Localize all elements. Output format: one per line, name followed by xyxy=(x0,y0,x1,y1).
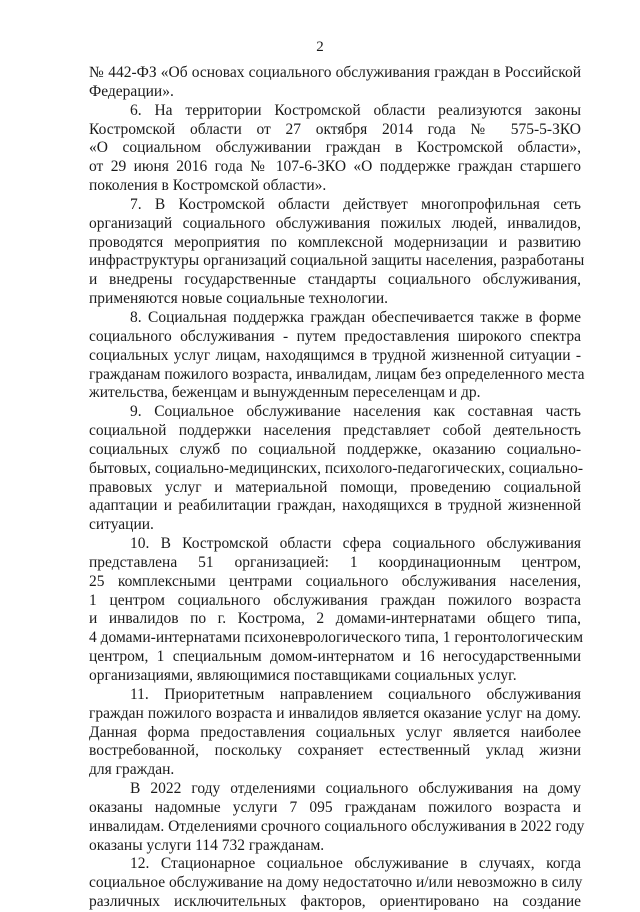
text-line: граждан пожилого возраста и инвалидов является оказание услуг на дому. xyxy=(89,704,581,722)
paragraph-8 xyxy=(89,308,585,403)
text-line: применяются новые социальные технологии. xyxy=(89,290,389,308)
paragraph-7 xyxy=(89,195,585,309)
text-line: 8. Социальная поддержка граждан обеспечивается также в форме xyxy=(130,308,581,326)
text-line: 25 комплексными центрами социального обслуживания населения, xyxy=(89,572,581,590)
text-line: социальных услуг лицам, находящимся в трудной жизненной ситуации - xyxy=(89,346,581,364)
text-line: оказаны услуги 114 732 гражданам. xyxy=(89,836,325,854)
text-line: для граждан. xyxy=(89,761,175,779)
text-line: 7. В Костромской области действует многопрофильная сеть xyxy=(130,195,581,213)
text-line: поколения в Костромской области». xyxy=(89,177,327,195)
paragraph-continuation xyxy=(89,64,581,102)
text-line: бытовых, социально-медицинских, психолого-педагогических, социально- xyxy=(89,459,584,477)
text-line: 10. В Костромской области сфера социального обслуживания xyxy=(130,535,581,553)
text-line: социальных служб по социальной поддержке, оказанию социально- xyxy=(89,440,581,458)
text-line: социальное обслуживание на дому недостаточно и/или невозможно в силу xyxy=(89,874,583,892)
text-line: 4 домами-интернатами психоневрологического типа, 1 геронтологическим xyxy=(89,629,584,647)
text-line: Костромской области от 27 октября 2014 года № 575-5-ЗКО xyxy=(89,120,581,138)
text-line: 12. Стационарное социальное обслуживание в случаях, когда xyxy=(130,855,581,873)
text-line: социальной поддержки населения представляет собой деятельность xyxy=(89,422,581,440)
paragraph-9 xyxy=(89,403,584,535)
text-line: № 442-ФЗ «Об основах социального обслуживания граждан в Российской xyxy=(89,64,581,81)
text-line: организаций социального обслуживания пожилых людей, инвалидов, xyxy=(89,214,581,232)
text-line: организациями, являющимися поставщиками социальных услуг. xyxy=(89,667,517,684)
text-line: Федерации». xyxy=(89,82,174,100)
text-line: 11. Приоритетным направлением социального обслуживания xyxy=(130,685,581,703)
text-line: 1 центром социального обслуживания граждан пожилого возраста xyxy=(89,591,581,609)
text-line: ситуации. xyxy=(89,516,154,534)
paragraph-6 xyxy=(89,102,581,196)
text-line: Данная форма предоставления социальных услуг является наиболее xyxy=(89,723,581,741)
paragraph-10 xyxy=(89,535,584,686)
paragraph-11 xyxy=(89,686,581,780)
text-line: правовых услуг и материальной помощи, проведению социальной xyxy=(89,478,581,496)
text-line: социального обслуживания - путем предоставления широкого спектра xyxy=(89,327,581,345)
text-line: и инвалидов по г. Кострома, 2 домами-интернатами общего типа, xyxy=(89,610,581,628)
text-line: В 2022 году отделениями социального обслуживания на дому xyxy=(130,780,581,798)
text-line: оказаны надомные услуги 7 095 гражданам пожилого возраста и xyxy=(89,798,581,816)
text-line: центром, 1 специальным домом-интернатом и 16 негосударственными xyxy=(89,648,581,666)
document-body xyxy=(89,64,585,912)
text-line: инвалидам. Отделениями срочного социального обслуживания в 2022 году xyxy=(89,817,585,835)
text-line: «О социальном обслуживании граждан в Костромской области», xyxy=(89,139,581,157)
paragraph-12 xyxy=(89,855,581,912)
page-number: 2 xyxy=(316,39,324,55)
text-line: инфраструктуры организаций социальной защиты населения, разработаны xyxy=(89,252,585,270)
text-line: 9. Социальное обслуживание населения как составная часть xyxy=(130,403,581,421)
text-line: 6. На территории Костромской области реализуются законы xyxy=(130,101,581,119)
text-line: адаптации и реабилитации граждан, находящихся в трудной жизненной xyxy=(89,497,581,515)
text-line: проводятся мероприятия по комплексной модернизации и развитию xyxy=(89,233,581,251)
text-line: и внедрены государственные стандарты социального обслуживания, xyxy=(89,271,581,289)
text-line: представлена 51 организацией: 1 координационным центром, xyxy=(89,553,581,571)
text-line: от 29 июня 2016 года № 107-6-ЗКО «О поддержке граждан старшего xyxy=(89,158,581,176)
text-line: гражданам пожилого возраста, инвалидам, лицам без определенного места xyxy=(89,365,585,383)
text-line: различных исключительных факторов, ориентировано на создание xyxy=(89,893,581,911)
paragraph-11-continued xyxy=(89,780,585,855)
text-line: жительства, беженцам и вынужденным переселенцам и др. xyxy=(89,384,481,402)
text-line: востребованной, поскольку сохраняет естественный уклад жизни xyxy=(89,742,581,760)
